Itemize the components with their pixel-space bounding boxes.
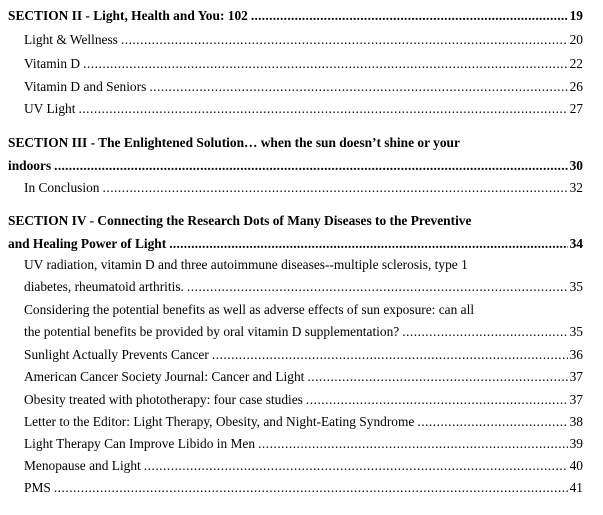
toc-entry [24, 300, 583, 342]
toc-page-number: 32 [569, 180, 583, 195]
toc-entry [24, 434, 583, 454]
dot-leader [187, 277, 568, 297]
toc-entry [24, 412, 583, 432]
toc-entry [24, 54, 583, 74]
toc-entry-title: In Conclusion [24, 180, 100, 195]
toc-entry-title: UV Light [24, 101, 76, 116]
toc-section-title: SECTION IV - Connecting the Research Dots of Many Diseases to the Preventive [8, 213, 472, 228]
toc-page-number: 19 [569, 8, 583, 23]
toc-section-3 [8, 133, 583, 176]
toc-entry [24, 345, 583, 365]
toc-page-number: 36 [569, 347, 583, 362]
toc-entry-title: Sunlight Actually Prevents Cancer [24, 347, 209, 362]
toc-section-title: SECTION II - Light, Health and You: 102 [8, 8, 248, 23]
toc-entry-title: Light & Wellness [24, 32, 118, 47]
dot-leader [103, 178, 568, 198]
toc-entry-title: Light Therapy Can Improve Libido in Men [24, 436, 256, 451]
toc-entry-title: American Cancer Society Journal: Cancer and Light [24, 369, 305, 384]
toc-page-number: 35 [569, 324, 583, 339]
toc-entry-title: Vitamin D [24, 56, 81, 71]
toc-page-number: 26 [569, 79, 583, 94]
toc-entry-title: Menopause and Light [24, 458, 141, 473]
toc-entry-title: PMS [24, 480, 51, 495]
toc-entry [24, 367, 583, 387]
toc-section-title-continued: and Healing Power of Light [8, 236, 167, 251]
toc-entry-title-continued: diabetes, rheumatoid arthritis. [24, 279, 184, 294]
toc-entry-title: Obesity treated with phototherapy: four case studies [24, 392, 303, 407]
toc-entry-title: Vitamin D and Seniors [24, 79, 147, 94]
toc-page-number: 41 [569, 480, 583, 495]
toc-entry [24, 478, 583, 498]
dot-leader [54, 478, 568, 498]
toc-page-number: 20 [569, 32, 583, 47]
toc-page-number: 22 [569, 56, 583, 71]
dot-leader [307, 367, 567, 387]
toc-page-number: 40 [569, 458, 583, 473]
toc-page-number: 27 [569, 101, 583, 116]
dot-leader [169, 234, 567, 254]
toc-section-title-continued: indoors [8, 158, 52, 173]
toc-page-number: 39 [569, 436, 583, 451]
toc-page-number: 38 [569, 414, 583, 429]
dot-leader [121, 30, 568, 50]
dot-leader [402, 322, 567, 342]
dot-leader [251, 6, 568, 26]
toc-page-number: 37 [569, 392, 583, 407]
toc-page-number: 34 [569, 236, 583, 251]
dot-leader [417, 412, 567, 432]
dot-leader [83, 54, 568, 74]
toc-entry [24, 255, 583, 297]
toc-entry [24, 30, 583, 50]
dot-leader [212, 345, 568, 365]
dot-leader [54, 156, 567, 176]
dot-leader [144, 456, 568, 476]
toc-page-number: 37 [569, 369, 583, 384]
dot-leader [78, 99, 567, 119]
toc-entry-title: Letter to the Editor: Light Therapy, Obesity, and Night-Eating Syndrome [24, 414, 415, 429]
toc-section-2 [8, 6, 583, 26]
toc-entry-title-continued: the potential benefits be provided by oral vitamin D supplementation? [24, 324, 400, 339]
toc-entry [24, 390, 583, 410]
dot-leader [149, 77, 567, 97]
toc-section-4 [8, 211, 583, 254]
toc-entry-title: UV radiation, vitamin D and three autoimmune diseases--multiple sclerosis, type 1 [24, 257, 468, 272]
toc-entry [24, 77, 583, 97]
dot-leader [258, 434, 568, 454]
toc-page-number: 35 [569, 279, 583, 294]
toc-entry [24, 456, 583, 476]
toc-entry-title: Considering the potential benefits as well as adverse effects of sun exposure: can all [24, 302, 475, 317]
toc-entry [24, 99, 583, 119]
toc-section-title: SECTION III - The Enlightened Solution… when the sun doesn’t shine or your [8, 135, 460, 150]
dot-leader [306, 390, 568, 410]
toc-page-number: 30 [569, 158, 583, 173]
toc-entry [24, 178, 583, 198]
